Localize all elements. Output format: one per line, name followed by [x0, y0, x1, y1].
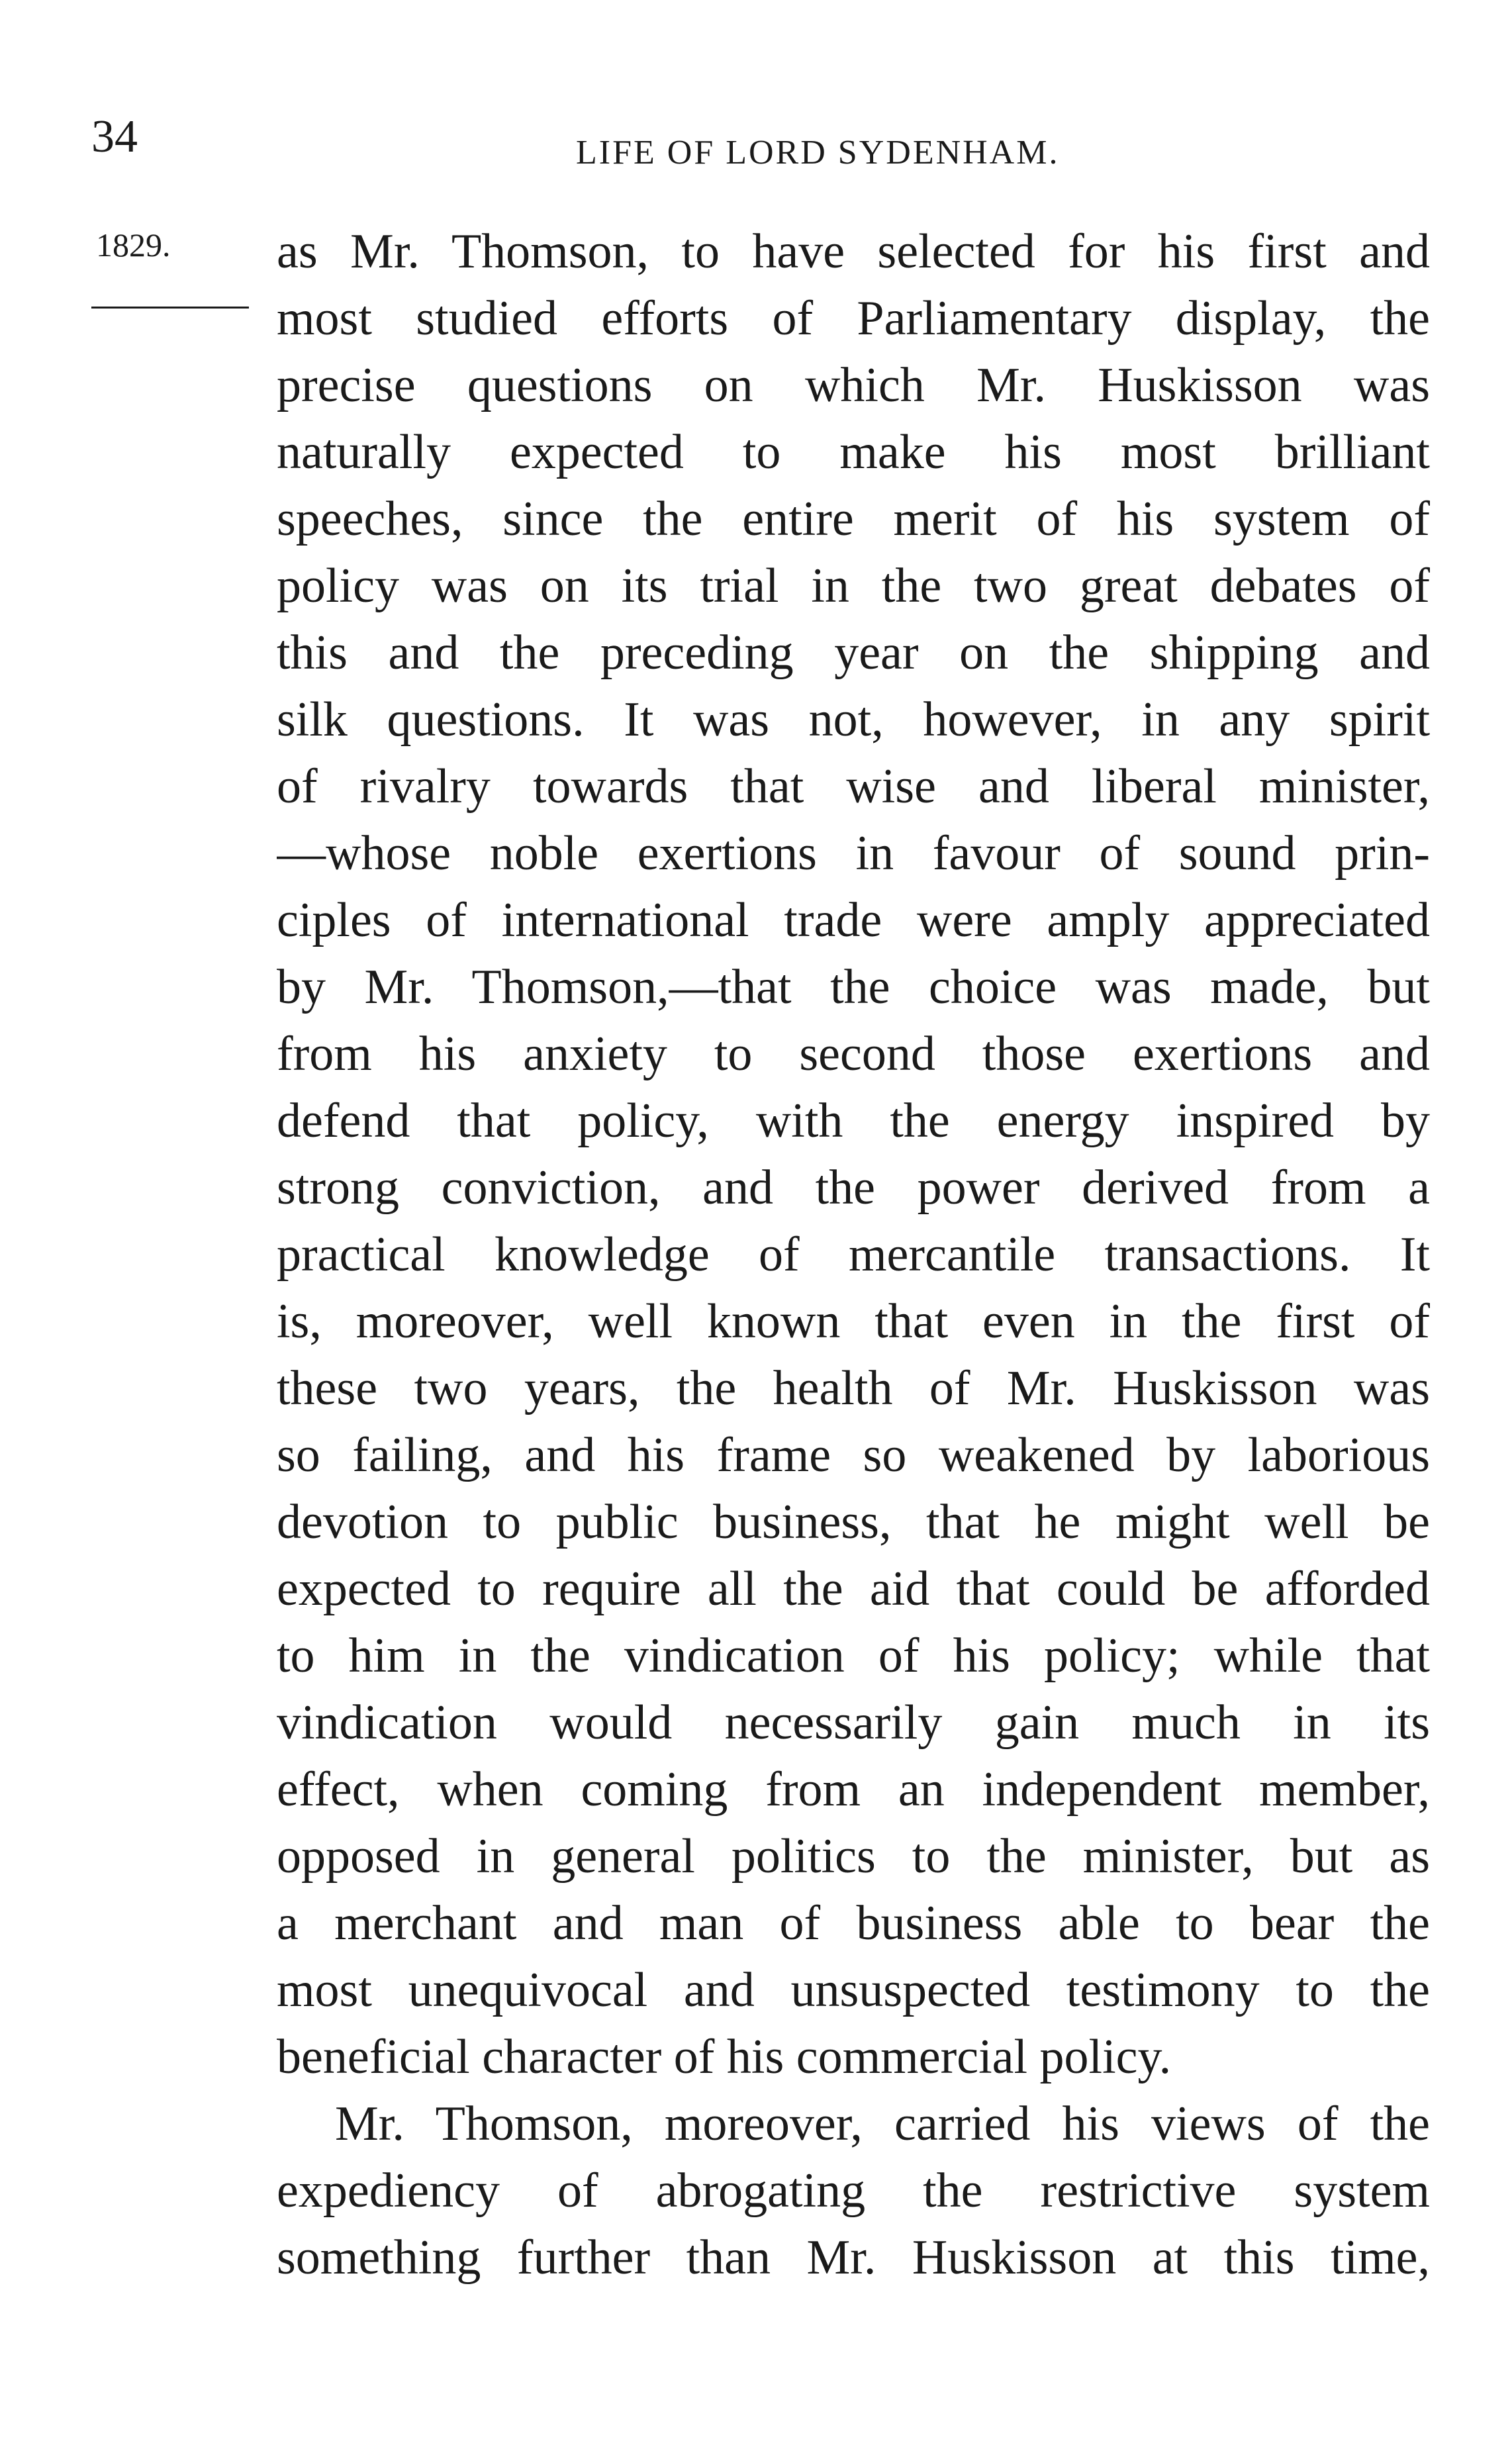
text-line: policy was on its trial in the two great debates of	[277, 559, 1430, 613]
text-line: beneficial character of his commercial policy.	[277, 2030, 1172, 2084]
text-line: expediency of abrogating the restrictive system	[277, 2164, 1430, 2218]
text-line: defend that policy, with the energy inspired by	[277, 1094, 1430, 1148]
text-line: strong conviction, and the power derived from a	[277, 1161, 1430, 1215]
text-line: of rivalry towards that wise and liberal minister,	[277, 759, 1430, 814]
page-number: 34	[91, 111, 138, 162]
text-line: as Mr. Thomson, to have selected for his first and	[277, 224, 1430, 279]
text-line: speeches, since the entire merit of his system of	[277, 492, 1430, 546]
text-line: something further than Mr. Huskisson at this time,	[277, 2230, 1430, 2285]
paragraph-start-line: Mr. Thomson, moreover, carried his views of the	[335, 2097, 1430, 2151]
text-line: a merchant and man of business able to bear the	[277, 1896, 1430, 1950]
text-line: ciples of international trade were amply appreciated	[277, 893, 1430, 947]
text-line: precise questions on which Mr. Huskisson was	[277, 358, 1430, 412]
running-head: LIFE OF LORD SYDENHAM.	[576, 134, 1060, 171]
margin-year-note: 1829.	[96, 226, 171, 263]
text-line: most unequivocal and unsuspected testimony to the	[277, 1963, 1430, 2017]
text-line: devotion to public business, that he might well be	[277, 1495, 1430, 1549]
text-line: these two years, the health of Mr. Huskisson was	[277, 1361, 1430, 1415]
text-line: —whose noble exertions in favour of sound prin-	[277, 826, 1430, 881]
text-line: from his anxiety to second those exertions and	[277, 1027, 1430, 1081]
text-line: this and the preceding year on the shipping and	[277, 626, 1430, 680]
text-line: by Mr. Thomson,—that the choice was made, but	[277, 960, 1430, 1014]
body-text	[277, 218, 1430, 2291]
text-line: effect, when coming from an independent member,	[277, 1762, 1430, 1817]
text-line: most studied efforts of Parliamentary display, the	[277, 291, 1430, 346]
margin-rule	[91, 307, 249, 309]
text-line: so failing, and his frame so weakened by laborious	[277, 1428, 1430, 1482]
text-line: opposed in general politics to the minister, but as	[277, 1829, 1430, 1884]
text-line: to him in the vindication of his policy; while that	[277, 1629, 1430, 1683]
text-line: practical knowledge of mercantile transactions. It	[277, 1227, 1430, 1282]
text-line: vindication would necessarily gain much in its	[277, 1696, 1430, 1750]
text-line: naturally expected to make his most brilliant	[277, 425, 1430, 479]
text-line: is, moreover, well known that even in the first of	[277, 1294, 1430, 1349]
text-line: silk questions. It was not, however, in any spirit	[277, 693, 1430, 747]
text-line: expected to require all the aid that could be afforded	[277, 1562, 1430, 1616]
